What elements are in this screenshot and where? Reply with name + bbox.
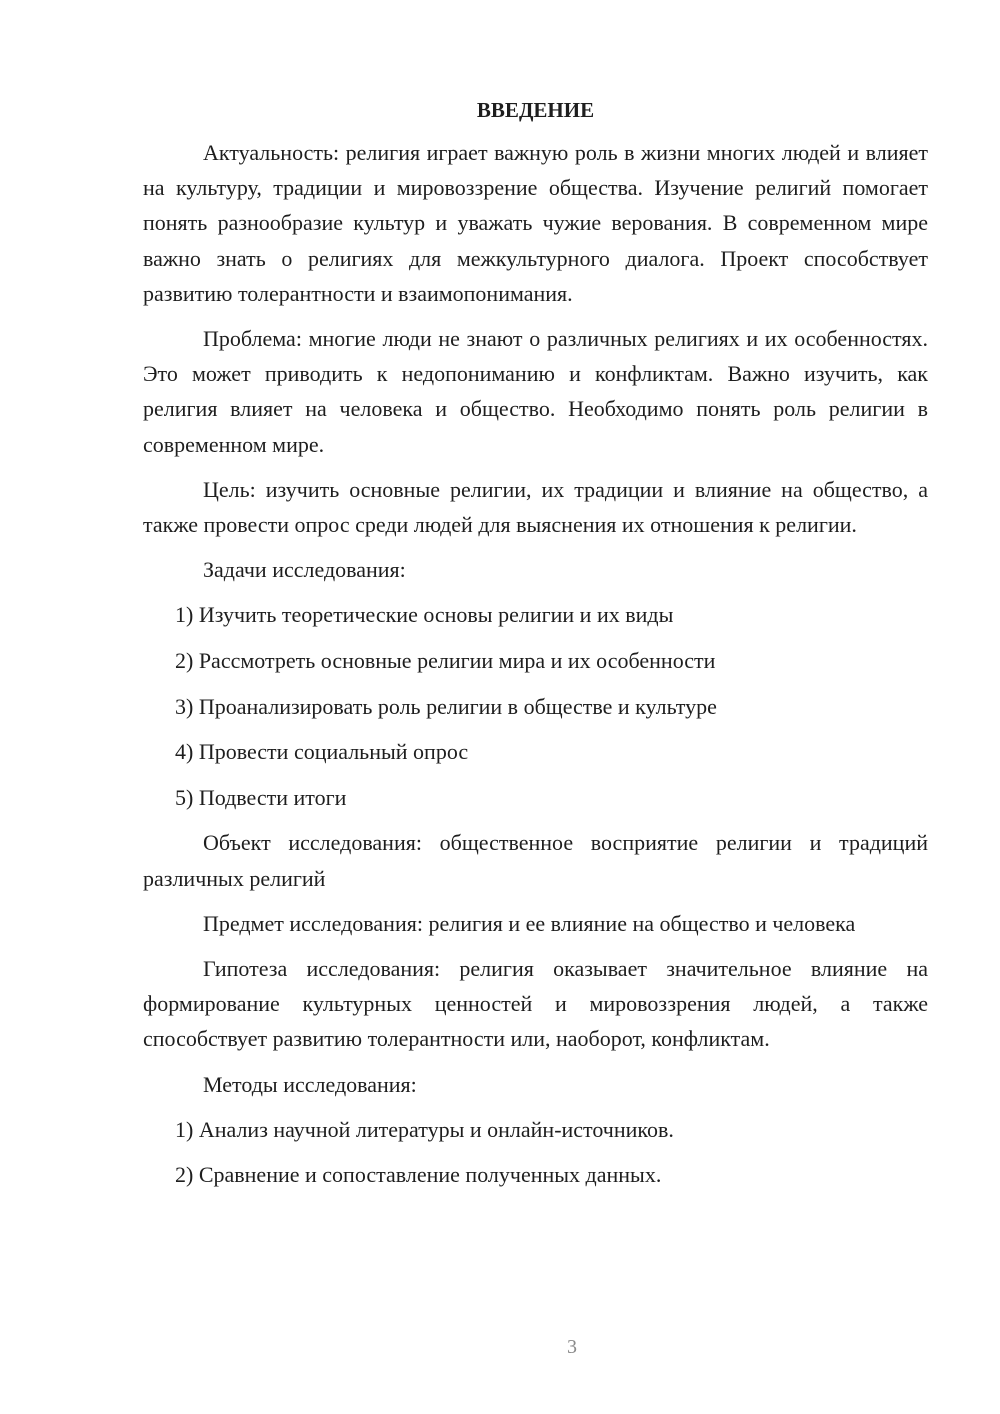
section-heading: ВВЕДЕНИЕ bbox=[476, 98, 595, 122]
method-item: 2) Сравнение и сопоставление полученных данных. bbox=[175, 1162, 662, 1188]
page-number: 3 bbox=[567, 1336, 577, 1358]
methods-title: Методы исследования: bbox=[203, 1071, 417, 1097]
problem-paragraph: Проблема: многие люди не знают о различных религиях и их особенностях. Это может приводить к недопониманию и конфликтам. Важно изучить, как религия влияет на человека и общество. Необходимо понять роль религии в современном мире. bbox=[143, 326, 928, 457]
task-item: 4) Провести социальный опрос bbox=[175, 739, 469, 765]
task-item: 3) Проанализировать роль религии в обществе и культуре bbox=[175, 693, 717, 719]
method-item: 1) Анализ научной литературы и онлайн-источников. bbox=[175, 1116, 674, 1142]
relevance-paragraph: Актуальность: религия играет важную роль в жизни многих людей и влияет на культуру, традиции и мировоззрение общества. Изучение религий помогает понять разнообразие культур и уважать чужие верования. В современном мире важно знать о религиях для межкультурного диалога. Проект способствует развитию толерантности и взаимопонимания. bbox=[143, 140, 928, 306]
task-item: 5) Подвести итоги bbox=[175, 784, 347, 810]
document-body bbox=[143, 93, 928, 1203]
subject-paragraph: Предмет исследования: религия и ее влияние на общество и человека bbox=[203, 910, 856, 936]
object-paragraph: Объект исследования: общественное восприятие религии и традиций различных религий bbox=[143, 830, 928, 891]
task-item: 2) Рассмотреть основные религии мира и их особенности bbox=[175, 648, 716, 674]
tasks-title: Задачи исследования: bbox=[203, 557, 406, 583]
task-item: 1) Изучить теоретические основы религии и их виды bbox=[175, 602, 674, 628]
goal-paragraph: Цель: изучить основные религии, их традиции и влияние на общество, а также провести опрос среди людей для выяснения их отношения к религии. bbox=[143, 476, 928, 538]
hypothesis-paragraph: Гипотеза исследования: религия оказывает значительное влияние на формирование культурных ценностей и мировоззрения людей, а также способствует развитию толерантности или, наоборот, конфликтам. bbox=[143, 956, 928, 1052]
